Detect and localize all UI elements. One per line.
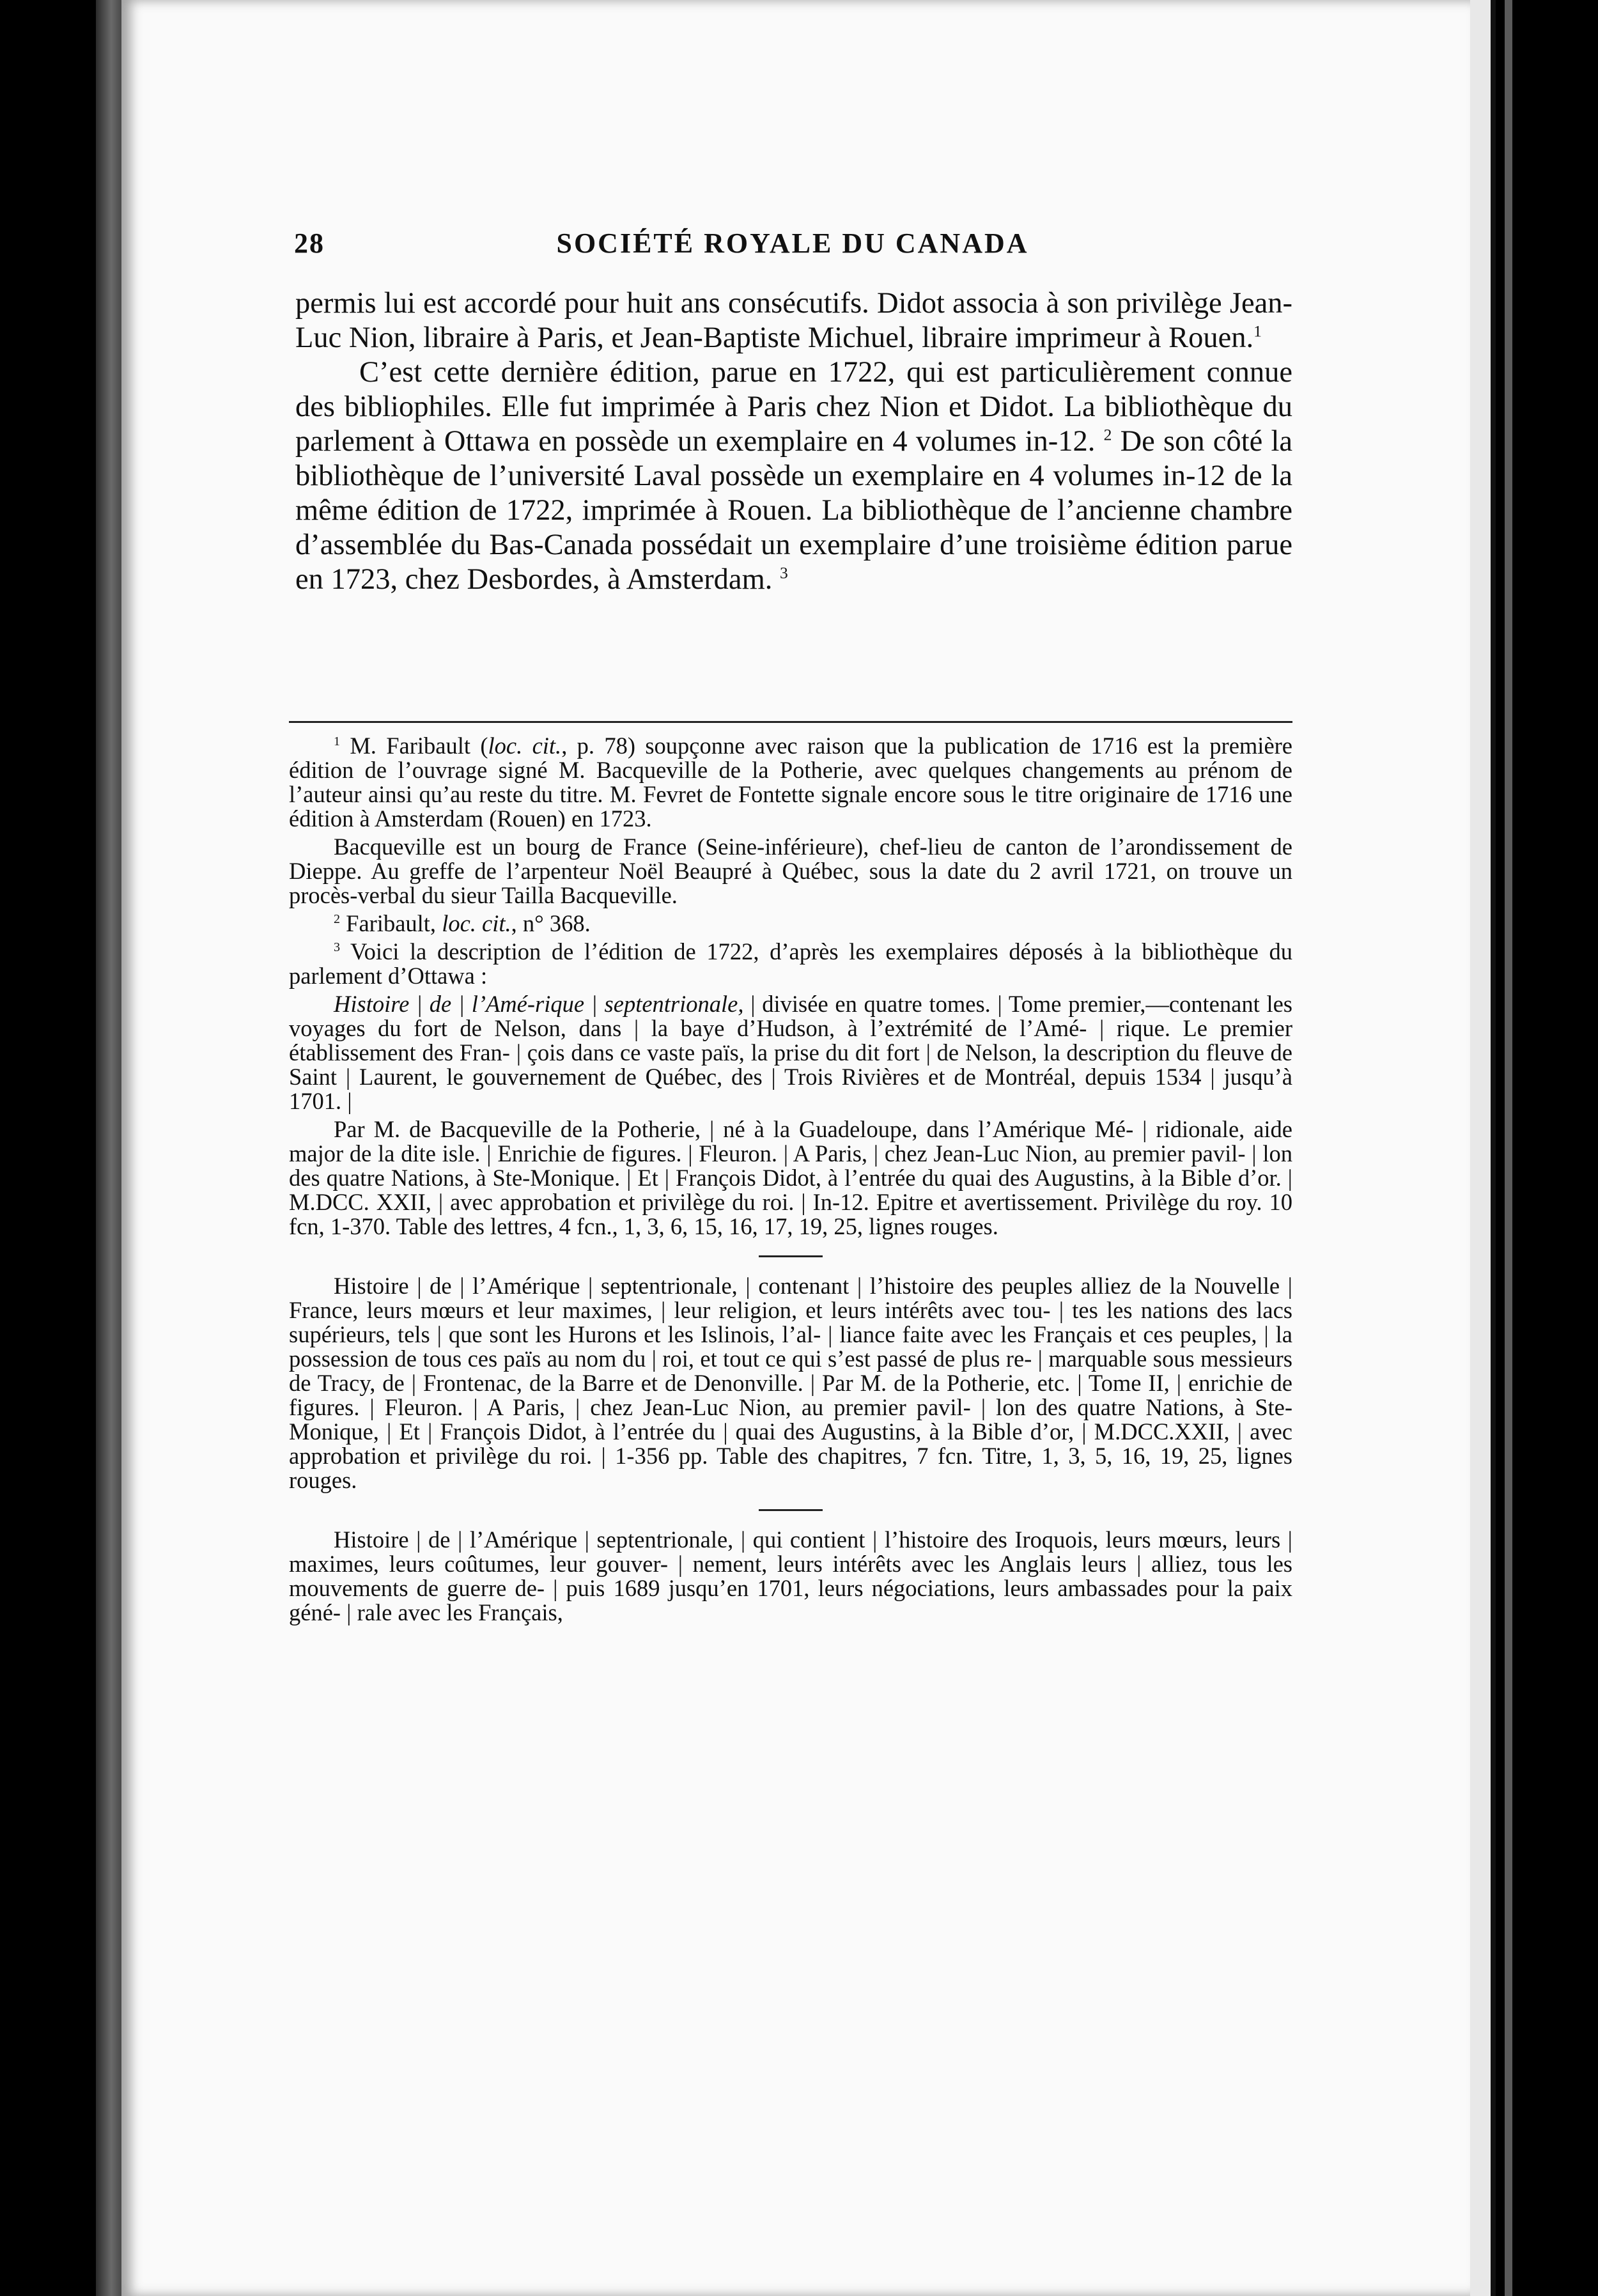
paragraph-2 (295, 355, 1292, 597)
footnote-3-title-tome-1 (289, 992, 1292, 1113)
footnote-ref-1: 1 (1253, 322, 1262, 341)
page-edge-line (1491, 0, 1496, 2296)
footnote-1-paragraph-2: Bacqueville est un bourg de France (Seine-inférieure), chef-lieu de canton de l’arondissement de Dieppe. Au greffe de l’arpenteur Noël Beaupré à Québec, sous la date du 2 avril 1721, on trouve un procès-verbal du sieur Tailla Bacqueville. (289, 834, 1292, 908)
page-number: 28 (294, 228, 325, 259)
footnote-2-italic: loc. cit. (442, 910, 511, 936)
footnote-3-text: Voici la description de l’édition de 1722, d’après les exemplaires déposés à la bibliothèque du parlement d’Ottawa : (289, 938, 1292, 989)
footnote-2-text-a: Faribault, (340, 910, 442, 936)
footnote-3-author: Par M. de Bacqueville de la Potherie, | né à la Guadeloupe, dans l’Amérique Mé- | ridionale, aide major de la dite isle. | Enrichie de figures. | Fleuron. | A Paris, | chez Jean-Luc Nion, au premier pavil- | lon des quatre Nations, à Ste-Monique. | Et | François Didot, à l’entrée du quai des Augustins, à la Bible d’or. | M.DCC. XXII, | avec approbation et privilège du roi. | In-12. Epitre et avertissement. Privilège du roy. 10 fcn, 1-370. Table des lettres, 4 fcn., 1, 3, 6, 15, 16, 17, 19, 25, lignes rouges. (289, 1116, 1292, 1239)
section-divider-1 (759, 1255, 823, 1257)
footnote-3 (289, 940, 1292, 988)
footnote-1-text-b: , p. 78) soupçonne avec raison que la publication de 1716 est la première édition de l’ouvrage signé M. Bacqueville de la Potherie, avec quelques changements au prénom de l’auteur ainsi qu’au reste du titre. M. Fevret de Fontette signale encore sous le titre originaire de 1716 une édition à Amsterdam (Rouen) en 1723. (289, 733, 1293, 832)
footnote-3-title-rest: | divisée en quatre tomes. | Tome premier,—contenant les voyages du fort de Nelson, dans | la baye d’Hudson, à l’extrémité de l’Amé- | rique. Le premier établissement des Fran- | çois dans ce vaste païs, la prise du dit fort | de Nelson, la description du fleuve de Saint | Laurent, le gouvernement de Québec, des | Trois Rivières et de Montréal, depuis 1534 | jusqu’à 1701. | (289, 991, 1292, 1114)
footnote-3-mark: 3 (334, 940, 341, 954)
footnote-1-mark: 1 (334, 734, 341, 749)
section-divider-2 (759, 1509, 823, 1511)
footnote-1 (289, 734, 1292, 831)
footnotes (289, 734, 1292, 1629)
footnote-ref-2: 2 (1103, 425, 1112, 444)
footnote-1-text-a: M. Faribault ( (340, 733, 488, 759)
footnote-2-mark: 2 (334, 911, 341, 926)
footnote-3-tome-2: Histoire | de | l’Amérique | septentrionale, | contenant | l’histoire des peuples alliez de la Nouvelle | France, leurs mœurs et leur maximes, | leur religion, et leurs intérêts avec tou- | tes les nations des lacs supérieurs, tels | que sont les Hurons et les Islinois, l’al- | liance faite avec les Français et ces peuples, | la possession de tous ces païs au nom du | roi, et tout ce qui s’est passé de plus re- | marquable sous messieurs de Tracy, de | Frontenac, de la Barre et de Denonville. | Par M. de la Potherie, etc. | Tome II, | enrichie de figures. | Fleuron. | A Paris, | chez Jean-Luc Nion, au premier pavil- | lon des quatre Nations, à Ste-Monique, | Et | François Didot, à l’entrée du | quai des Augustins, à la Bible d’or, | M.DCC.XXII, | avec approbation et privilège du roi. | 1-356 pp. Table des chapitres, 7 fcn. Titre, 1, 3, 5, 16, 19, 25, lignes rouges. (289, 1273, 1292, 1493)
paragraph-2-text-a: C’est cette dernière édition, parue en 1722, qui est particulièrement connue des bibliophiles. Elle fut imprimée à Paris chez Nion et Didot. La bibliothèque du parlement à Ottawa en possède un exemplaire en 4 volumes in-12. (295, 356, 1292, 458)
paragraph-2-text-b: De son côté la bibliothèque de l’université Laval possède un exemplaire en 4 volumes in-12 de la même édition de 1722, imprimée à Rouen. La bibliothèque de l’ancienne chambre d’assemblée du Bas-Canada possédait un exemplaire d’une troisième édition parue en 1723, chez Desbordes, à Amsterdam. (295, 425, 1293, 596)
paragraph-1-text: permis lui est accordé pour huit ans consécutifs. Didot associa à son privilège Jean-Luc Nion, libraire à Paris, et Jean-Baptiste Michuel, libraire imprimeur à Rouen. (295, 287, 1292, 354)
footnote-3-title-italic: Histoire | de | l’Amé-rique | septentrionale, (334, 991, 744, 1017)
footnote-ref-3: 3 (780, 563, 788, 582)
main-text (295, 286, 1292, 597)
footnote-2-text-b: , n° 368. (511, 910, 591, 936)
footnote-rule (289, 721, 1292, 723)
footnote-1-italic: loc. cit. (488, 733, 562, 759)
paragraph-1 (295, 286, 1292, 355)
running-title: SOCIÉTÉ ROYALE DU CANADA (556, 228, 1029, 259)
footnote-2 (289, 911, 1292, 936)
page-edge-shadow (1505, 0, 1512, 2296)
running-header (294, 227, 1291, 265)
footnote-3-tome-3: Histoire | de | l’Amérique | septentrionale, | qui contient | l’histoire des Iroquois, leurs mœurs, leurs | maximes, leurs coûtumes, leur gouver- | nement, leurs intérêts avec les Anglais leurs | alliez, tous les mouvements de guerre de- | puis 1689 jusqu’en 1701, leurs négociations, leurs ambassades pour la paix géné- | rale avec les Français, (289, 1526, 1292, 1625)
